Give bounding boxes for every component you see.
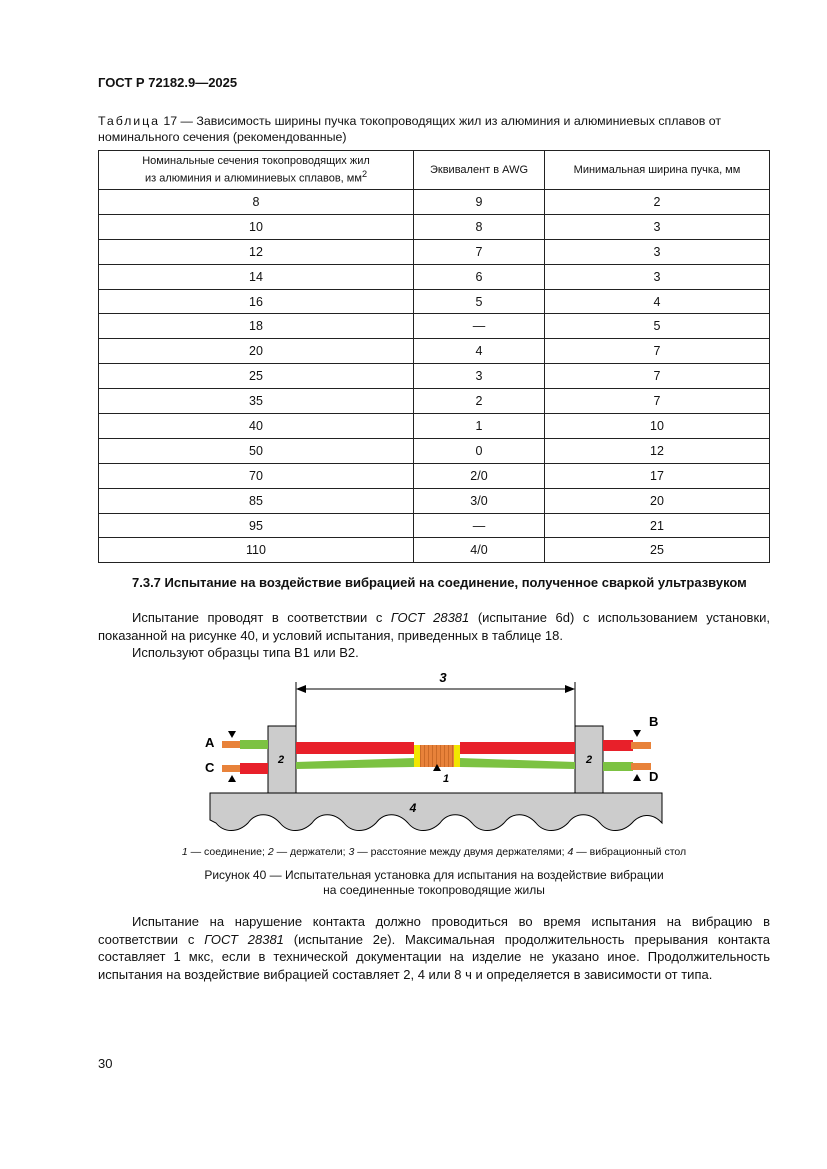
- joint-band-left: [414, 745, 420, 767]
- cell-min-width: 20: [545, 488, 770, 513]
- cell-nominal-section: 12: [99, 239, 414, 264]
- figure-legend: [98, 846, 770, 858]
- legend-t1: — соединение;: [187, 846, 268, 858]
- cell-nominal-section: 35: [99, 389, 414, 414]
- cell-min-width: 7: [545, 364, 770, 389]
- legend-t3: — расстояние между двумя держателями;: [354, 846, 568, 858]
- figure-caption-line1: Рисунок 40 — Испытательная установка для испытания на воздействие вибрации: [204, 868, 664, 882]
- cell-nominal-section: 50: [99, 438, 414, 463]
- cell-min-width: 2: [545, 190, 770, 215]
- document-header: ГОСТ Р 72182.9—2025: [98, 75, 238, 90]
- cell-min-width: 17: [545, 463, 770, 488]
- paragraph-2: Используют образцы типа B1 или B2.: [132, 645, 359, 660]
- dimension-arrow-right: [565, 685, 575, 693]
- header-awg: Эквивалент в AWG: [414, 151, 545, 190]
- inner-red-left: [296, 742, 414, 754]
- arrow-a-down: [228, 731, 236, 738]
- legend-n3: 3: [348, 846, 355, 858]
- cell-awg: 2/0: [414, 463, 545, 488]
- cell-awg: 0: [414, 438, 545, 463]
- label-b: B: [649, 714, 659, 729]
- legend-n1: 1: [181, 846, 188, 858]
- conductor-b-insulation: [603, 740, 633, 751]
- cell-min-width: 3: [545, 264, 770, 289]
- inner-red-right: [460, 742, 575, 754]
- table-caption-label: Таблица: [98, 114, 160, 128]
- cell-nominal-section: 14: [99, 264, 414, 289]
- header-min-width: Минимальная ширина пучка, мм: [545, 151, 770, 190]
- cell-min-width: 5: [545, 314, 770, 339]
- section-title: 7.3.7 Испытание на воздействие вибрацией на соединение, полученное сваркой ультразвуком: [132, 575, 747, 590]
- cell-nominal-section: 85: [99, 488, 414, 513]
- legend-t2: — держатели;: [273, 846, 349, 858]
- cell-nominal-section: 25: [99, 364, 414, 389]
- arrow-b-down: [633, 730, 641, 737]
- cell-min-width: 21: [545, 513, 770, 538]
- legend-n4: 4: [567, 846, 574, 858]
- figure-caption: [98, 868, 770, 898]
- legend-n2: 2: [267, 846, 274, 858]
- cell-awg: 7: [414, 239, 545, 264]
- arrow-c-up: [228, 775, 236, 782]
- cell-awg: 6: [414, 264, 545, 289]
- cell-awg: 9: [414, 190, 545, 215]
- header-nominal-section-line2: из алюминия и алюминиевых сплавов, мм: [144, 172, 362, 185]
- cell-min-width: 10: [545, 414, 770, 439]
- paragraph-3: [98, 913, 770, 983]
- conductor-d-copper: [631, 763, 651, 770]
- label-vibration-table: 4: [409, 801, 417, 815]
- label-holder-right: 2: [585, 754, 593, 766]
- inner-green-left: [296, 758, 414, 769]
- conductor-a-copper: [222, 741, 242, 748]
- cell-min-width: 4: [545, 289, 770, 314]
- cell-nominal-section: 10: [99, 214, 414, 239]
- p1-text-a: Испытание проводят в соответствии с: [132, 610, 391, 625]
- legend-t4: — вибрационный стол: [573, 846, 687, 858]
- cell-nominal-section: 110: [99, 538, 414, 563]
- header-nominal-section-line1: Номинальные сечения токопроводящих жил: [142, 154, 370, 167]
- cell-awg: 2: [414, 389, 545, 414]
- label-c: C: [205, 760, 215, 775]
- inner-green-right: [460, 758, 575, 769]
- label-holder-left: 2: [277, 754, 285, 766]
- conductor-c-copper: [222, 765, 242, 772]
- cell-awg: 8: [414, 214, 545, 239]
- conductor-b-copper: [631, 742, 651, 749]
- cell-nominal-section: 95: [99, 513, 414, 538]
- cell-min-width: 12: [545, 438, 770, 463]
- cell-awg: —: [414, 314, 545, 339]
- cell-nominal-section: 70: [99, 463, 414, 488]
- cell-min-width: 7: [545, 339, 770, 364]
- arrow-d-up: [633, 774, 641, 781]
- cell-nominal-section: 8: [99, 190, 414, 215]
- cell-nominal-section: 18: [99, 314, 414, 339]
- cell-awg: 3/0: [414, 488, 545, 513]
- conductor-a-insulation: [240, 740, 268, 749]
- cell-awg: 5: [414, 289, 545, 314]
- figure-caption-line2: на соединенные токопроводящие жилы: [323, 883, 545, 897]
- cell-min-width: 7: [545, 389, 770, 414]
- label-a: A: [205, 735, 215, 750]
- p1-reference: ГОСТ 28381: [390, 610, 470, 625]
- cell-awg: 3: [414, 364, 545, 389]
- cell-awg: 4: [414, 339, 545, 364]
- cell-nominal-section: 16: [99, 289, 414, 314]
- joint-band-right: [454, 745, 460, 767]
- dimension-arrow-left: [296, 685, 306, 693]
- header-superscript: 2: [361, 168, 368, 179]
- vibration-table: [210, 793, 662, 831]
- cell-min-width: 3: [545, 214, 770, 239]
- cell-awg: —: [414, 513, 545, 538]
- page-number: 30: [98, 1056, 113, 1071]
- p3-text-b: (испытание 2e). Максимальная продолжительность прерывания контакта составляет 1 мкс, если в технической документации на изделие не указано иное. Продолжительность испытания на воздействие вибрацией составляет 2, 4 или 8 ч и определяется в зависимости от типа.: [98, 931, 770, 982]
- p3-reference: ГОСТ 28381: [204, 931, 284, 947]
- label-d: D: [649, 769, 659, 784]
- conductor-c-insulation: [240, 763, 268, 774]
- paragraph-1: [98, 609, 770, 644]
- table-caption-text: 17 — Зависимость ширины пучка токопроводящих жил из алюминия и алюминиевых сплавов от номинального сечения (рекомендованные): [98, 114, 722, 144]
- p1-text-b: (испытание 6d) с использованием установки, показанной на рисунке 40, и условий испытания, приведенных в таблице 18.: [98, 610, 770, 643]
- cell-awg: 4/0: [414, 538, 545, 563]
- cell-min-width: 3: [545, 239, 770, 264]
- cell-nominal-section: 20: [99, 339, 414, 364]
- conductor-d-insulation: [603, 762, 633, 771]
- weld-joint: [414, 745, 460, 767]
- label-dimension: 3: [439, 670, 447, 685]
- cell-min-width: 25: [545, 538, 770, 563]
- label-joint: 1: [443, 773, 450, 785]
- p3-text-a: Испытание на нарушение контакта должно проводиться во время испытания на вибрацию в соответствии с: [98, 914, 770, 947]
- cell-awg: 1: [414, 414, 545, 439]
- cell-nominal-section: 40: [99, 414, 414, 439]
